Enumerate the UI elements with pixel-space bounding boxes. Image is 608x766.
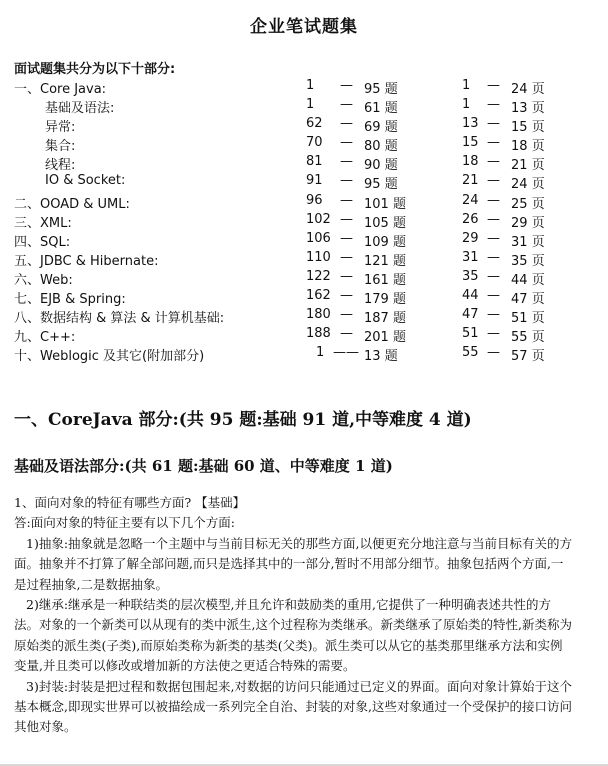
toc-question-from: 110 <box>306 249 331 265</box>
toc-page-from: 13 <box>462 116 479 132</box>
toc-page-from: 44 <box>462 288 479 304</box>
toc-page-to-value: 51 <box>511 311 528 327</box>
toc-page-from: 21 <box>462 173 479 189</box>
toc-section-name: 一、Core Java: <box>14 82 107 97</box>
toc-question-to-value: 161 <box>364 272 389 288</box>
toc-question-from: 102 <box>306 211 331 227</box>
toc-page-to-unit: 页 <box>531 234 545 250</box>
toc-page-to-value: 25 <box>511 196 528 212</box>
toc-page-dash: — <box>487 154 500 170</box>
toc-page-to <box>511 288 545 307</box>
toc-question-from: 122 <box>306 268 331 284</box>
toc-page-to <box>511 231 545 250</box>
toc-page-dash: — <box>487 116 500 132</box>
toc-row <box>0 173 608 192</box>
toc-section-name: 异常: <box>45 120 76 136</box>
toc-page-dash: — <box>487 307 500 323</box>
toc-question-dash: — <box>340 154 353 170</box>
toc-question-to-unit: 题 <box>392 253 406 269</box>
toc-page-to <box>511 326 545 345</box>
toc-page-from: 1 <box>462 78 471 93</box>
toc-question-to <box>364 97 398 116</box>
toc-page-to-value: 15 <box>511 120 528 136</box>
toc-question-to <box>364 345 398 364</box>
toc-question-to <box>364 78 398 97</box>
toc-question-to <box>364 288 406 307</box>
toc-question-from: 81 <box>306 154 323 170</box>
question-body <box>14 493 574 738</box>
toc-page-to-value: 44 <box>511 272 528 288</box>
toc-row <box>0 135 608 154</box>
toc-page-to <box>511 173 545 192</box>
toc-section-name: 九、C++: <box>14 330 76 346</box>
toc-intro: 面试题集共分为以下十部分: <box>14 62 176 77</box>
toc-question-to-value: 105 <box>364 215 389 231</box>
toc-page-to <box>511 116 545 135</box>
toc-row <box>0 212 608 231</box>
toc-page-dash: — <box>487 326 500 342</box>
section-heading: 一、CoreJava 部分:(共 95 题:基础 91 道,中等难度 4 道) <box>14 410 472 430</box>
subsection-heading: 基础及语法部分:(共 61 题:基础 60 道、中等难度 1 道) <box>14 457 393 475</box>
question-title: 1、面向对象的特征有哪些方面? 【基础】 <box>14 495 246 510</box>
toc-page-from: 55 <box>462 345 479 361</box>
table-of-contents <box>0 78 608 364</box>
toc-section-name: 十、Weblogic 及其它(附加部分) <box>14 349 205 365</box>
toc-row <box>0 97 608 116</box>
toc-question-to-value: 121 <box>364 253 389 269</box>
toc-question-dash: — <box>340 268 353 284</box>
toc-page-from: 1 <box>462 97 471 113</box>
toc-question-dash: — <box>340 192 353 208</box>
toc-question-to <box>364 212 406 231</box>
toc-question-to-unit: 题 <box>392 215 406 231</box>
toc-question-to <box>364 135 398 154</box>
toc-question-from: 106 <box>306 230 331 246</box>
toc-page-to-unit: 页 <box>531 311 545 327</box>
toc-page-to <box>511 250 545 269</box>
toc-row <box>0 154 608 173</box>
toc-row <box>0 345 608 364</box>
toc-question-from: 1 <box>306 97 315 113</box>
page-title: 企业笔试题集 <box>250 17 358 37</box>
toc-question-dash: —— <box>333 345 359 361</box>
toc-section-name: 三、XML: <box>14 215 72 231</box>
toc-page-to-value: 13 <box>511 101 528 117</box>
toc-question-to <box>364 307 406 326</box>
toc-page-from: 26 <box>462 211 479 227</box>
toc-question-from: 1 <box>316 345 325 361</box>
toc-question-to-value: 109 <box>364 234 389 250</box>
toc-page-to-value: 21 <box>511 158 528 174</box>
toc-question-to-value: 80 <box>364 139 381 155</box>
toc-page-to <box>511 212 545 231</box>
toc-question-from: 1 <box>306 78 315 93</box>
toc-page-to-unit: 页 <box>531 292 545 308</box>
toc-question-to-value: 95 <box>364 177 381 193</box>
toc-page-to <box>511 269 545 288</box>
toc-section-name: 线程: <box>45 158 76 174</box>
toc-page-to-value: 55 <box>511 330 528 346</box>
toc-question-from: 188 <box>306 326 331 342</box>
toc-question-to-unit: 题 <box>392 272 406 288</box>
toc-page-dash: — <box>487 173 500 189</box>
toc-page-dash: — <box>487 345 500 361</box>
toc-question-to-unit: 题 <box>392 311 406 327</box>
toc-page-from: 35 <box>462 268 479 284</box>
toc-section-name: 基础及语法: <box>45 101 115 117</box>
toc-question-to-value: 201 <box>364 330 389 346</box>
toc-question-dash: — <box>340 288 353 304</box>
toc-question-to-value: 69 <box>364 120 381 136</box>
toc-question-to-value: 90 <box>364 158 381 174</box>
toc-question-dash: — <box>340 249 353 265</box>
toc-page-to-unit: 页 <box>531 177 545 193</box>
toc-question-to-unit: 题 <box>392 234 406 250</box>
toc-page-to-unit: 页 <box>531 349 545 365</box>
toc-question-dash: — <box>340 116 353 132</box>
toc-question-to <box>364 231 406 250</box>
toc-page-from: 31 <box>462 249 479 265</box>
toc-section-name: 六、Web: <box>14 272 73 288</box>
toc-question-to <box>364 154 398 173</box>
toc-page-to-unit: 页 <box>531 215 545 231</box>
toc-section-name: 八、数据结构 & 算法 & 计算机基础: <box>14 311 225 327</box>
answer-intro: 答:面向对象的特征主要有以下几个方面: <box>14 515 235 531</box>
toc-page-to <box>511 345 545 364</box>
toc-question-dash: — <box>340 135 353 151</box>
toc-question-dash: — <box>340 173 353 189</box>
toc-page-from: 18 <box>462 154 479 170</box>
toc-page-to-unit: 页 <box>531 272 545 288</box>
toc-question-to-unit: 题 <box>392 196 406 212</box>
toc-question-to <box>364 173 398 192</box>
toc-question-to-unit: 题 <box>384 82 398 97</box>
toc-page-to-unit: 页 <box>531 196 545 212</box>
toc-page-to-unit: 页 <box>531 120 545 136</box>
toc-question-to-value: 95 <box>364 82 381 97</box>
toc-question-to-unit: 题 <box>384 158 398 174</box>
toc-question-to <box>364 326 406 345</box>
toc-page-to <box>511 135 545 154</box>
toc-page-dash: — <box>487 97 500 113</box>
toc-page-dash: — <box>487 230 500 246</box>
toc-row <box>0 269 608 288</box>
toc-row <box>0 231 608 250</box>
toc-question-to-value: 179 <box>364 292 389 308</box>
toc-page-from: 15 <box>462 135 479 151</box>
toc-page-dash: — <box>487 135 500 151</box>
toc-page-to-value: 35 <box>511 253 528 269</box>
toc-question-to-unit: 题 <box>384 120 398 136</box>
toc-page-dash: — <box>487 288 500 304</box>
toc-question-dash: — <box>340 78 353 93</box>
toc-page-to <box>511 307 545 326</box>
toc-page-to-value: 31 <box>511 234 528 250</box>
toc-page-to-value: 57 <box>511 349 528 365</box>
toc-page-to-unit: 页 <box>531 158 545 174</box>
toc-page-dash: — <box>487 249 500 265</box>
toc-row <box>0 116 608 135</box>
toc-question-to-value: 101 <box>364 196 389 212</box>
toc-question-to <box>364 193 406 212</box>
toc-question-to-unit: 题 <box>392 330 406 346</box>
toc-page-to-value: 24 <box>511 82 528 97</box>
toc-page-to-value: 18 <box>511 139 528 155</box>
toc-page-to-value: 29 <box>511 215 528 231</box>
toc-page-to-unit: 页 <box>531 253 545 269</box>
toc-page-from: 47 <box>462 307 479 323</box>
toc-row <box>0 193 608 212</box>
toc-section-name: 四、SQL: <box>14 234 71 250</box>
toc-section-name: 集合: <box>45 139 76 155</box>
toc-page-to <box>511 78 545 97</box>
answer-paragraph-encapsulation: 3)封装:封装是把过程和数据包围起来,对数据的访问只能通过已定义的界面。面向对象计算始于这个基本概念,即现实世界可以被描绘成一系列完全自治、封装的对象,这些对象通过一个受保护的接口访问其他对象。 <box>14 678 573 735</box>
toc-question-dash: — <box>340 307 353 323</box>
toc-question-to-unit: 题 <box>392 292 406 308</box>
toc-row <box>0 288 608 307</box>
toc-section-name: 五、JDBC & Hibernate: <box>14 253 159 269</box>
answer-paragraph-inheritance: 2)继承:继承是一种联结类的层次模型,并且允许和鼓励类的重用,它提供了一种明确表述共性的方法。对象的一个新类可以从现有的类中派生,这个过程称为类继承。新类继承了原始类的特性,新类称为原始类的派生类(子类),而原始类称为新类的基类(父类)。派生类可以从它的基类那里继承方法和实例变量,并且类可以修改或增加新的方法使之更适合特殊的需要。 <box>14 597 572 674</box>
toc-page-from: 29 <box>462 230 479 246</box>
toc-row <box>0 307 608 326</box>
toc-page-to <box>511 154 545 173</box>
toc-question-from: 91 <box>306 173 323 189</box>
toc-question-to-unit: 题 <box>384 177 398 193</box>
toc-page-to-unit: 页 <box>531 330 545 346</box>
toc-page-to-value: 24 <box>511 177 528 193</box>
toc-question-to-value: 13 <box>364 349 381 365</box>
toc-question-from: 96 <box>306 192 323 208</box>
toc-section-name: IO & Socket: <box>45 173 126 189</box>
toc-page-dash: — <box>487 268 500 284</box>
answer-paragraph-abstraction: 1)抽象:抽象就是忽略一个主题中与当前目标无关的那些方面,以便更充分地注意与当前目标有关的方面。抽象并不打算了解全部问题,而只是选择其中的一部分,暂时不用部分细节。抽象包括两个方面,一是过程抽象,二是数据抽象。 <box>14 535 573 592</box>
toc-page-dash: — <box>487 192 500 208</box>
toc-page-to <box>511 193 545 212</box>
toc-question-from: 62 <box>306 116 323 132</box>
toc-page-to <box>511 97 545 116</box>
toc-question-to-value: 61 <box>364 101 381 117</box>
toc-section-name: 七、EJB & Spring: <box>14 292 126 308</box>
toc-row <box>0 250 608 269</box>
toc-question-dash: — <box>340 326 353 342</box>
toc-question-to <box>364 250 406 269</box>
toc-question-from: 70 <box>306 135 323 151</box>
toc-row <box>0 326 608 345</box>
toc-question-to <box>364 269 406 288</box>
toc-question-to <box>364 116 398 135</box>
toc-question-dash: — <box>340 230 353 246</box>
toc-question-to-unit: 题 <box>384 101 398 117</box>
toc-section-name: 二、OOAD & UML: <box>14 196 130 212</box>
toc-question-from: 162 <box>306 288 331 304</box>
toc-question-dash: — <box>340 97 353 113</box>
toc-page-to-unit: 页 <box>531 82 545 97</box>
toc-question-to-unit: 题 <box>384 139 398 155</box>
toc-question-dash: — <box>340 211 353 227</box>
toc-page-to-unit: 页 <box>531 139 545 155</box>
toc-page-dash: — <box>487 78 500 93</box>
toc-page-dash: — <box>487 211 500 227</box>
toc-question-from: 180 <box>306 307 331 323</box>
toc-page-from: 24 <box>462 192 479 208</box>
toc-page-from: 51 <box>462 326 479 342</box>
toc-row <box>0 78 608 97</box>
toc-question-to-unit: 题 <box>384 349 398 365</box>
toc-page-to-unit: 页 <box>531 101 545 117</box>
toc-question-to-value: 187 <box>364 311 389 327</box>
toc-page-to-value: 47 <box>511 292 528 308</box>
